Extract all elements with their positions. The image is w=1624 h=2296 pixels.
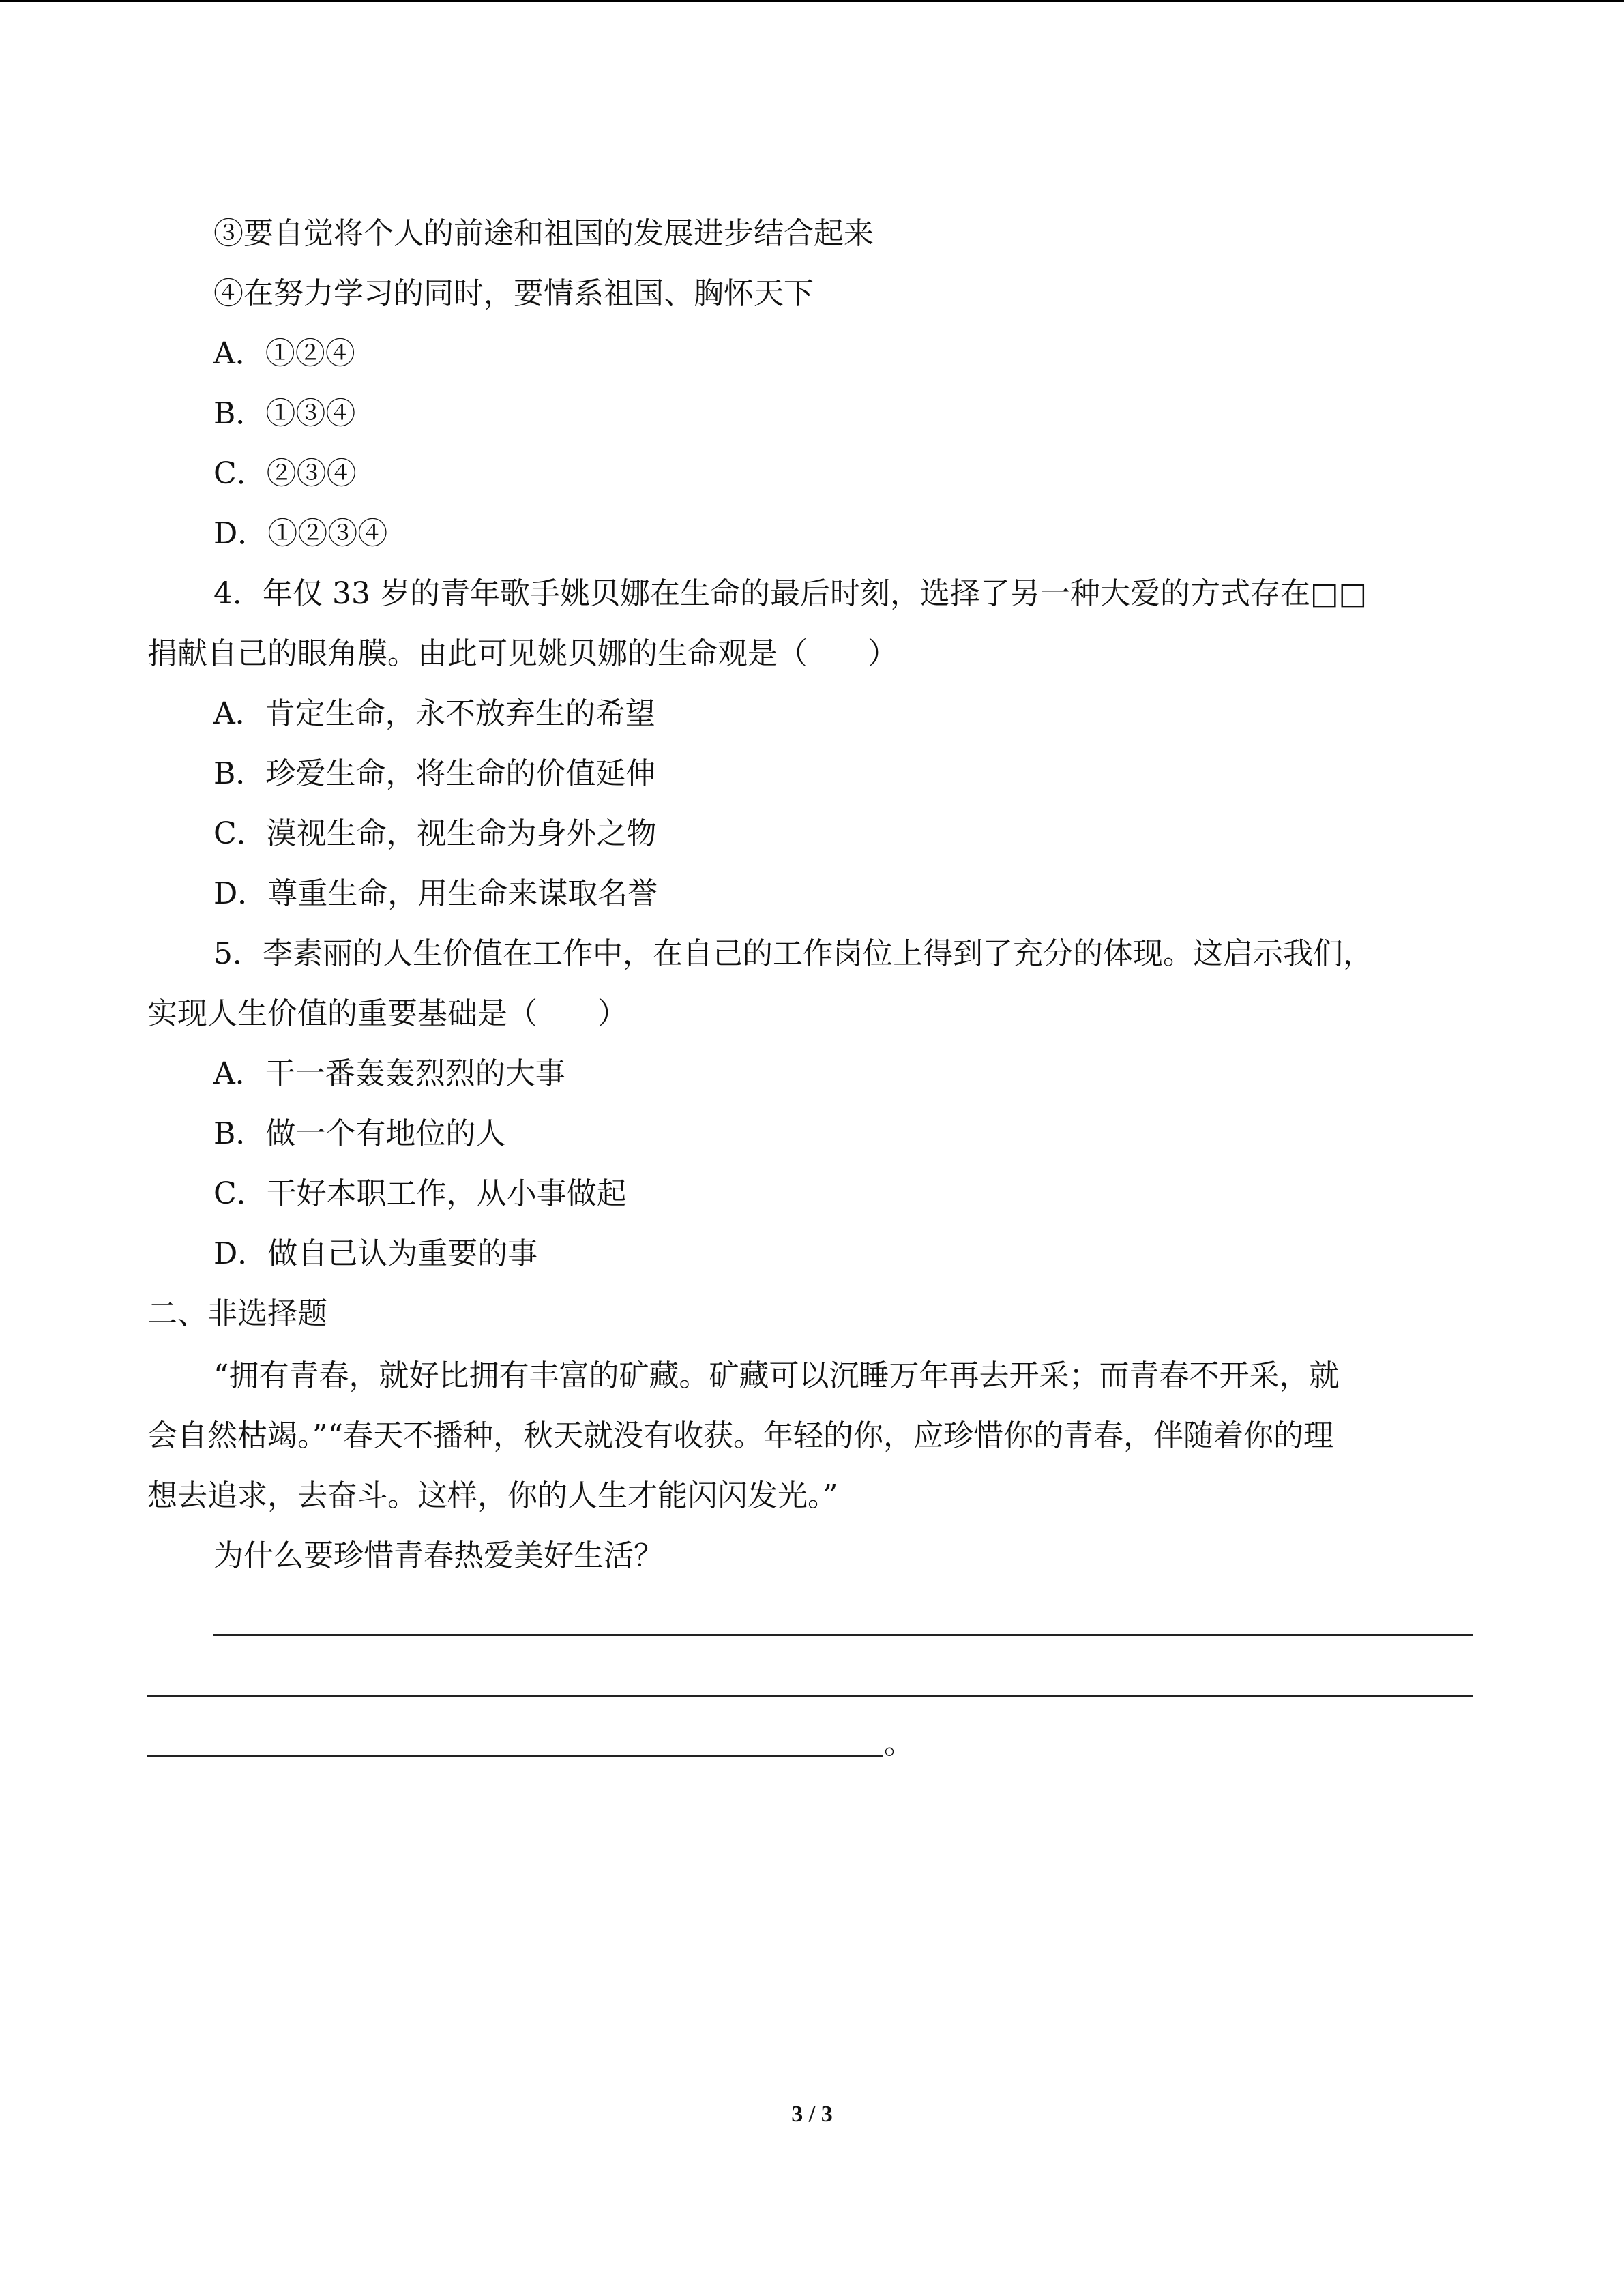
section-heading: 二、非选择题 — [147, 1296, 327, 1331]
statement-4: ④在努力学习的同时，要情系祖国、胸怀天下 — [213, 276, 814, 311]
q4-stem-line2: 捐献自己的眼角膜。由此可见姚贝娜的生命观是（ ） — [147, 636, 898, 671]
q5-option-b: B．做一个有地位的人 — [213, 1116, 506, 1151]
q5-option-c: C．干好本职工作，从小事做起 — [213, 1176, 627, 1211]
answer-line-2[interactable] — [147, 1695, 1473, 1697]
q4-stem-line1: 4．年仅 33 岁的青年歌手姚贝娜在生命的最后时刻，选择了另一种大爱的方式存在□□ — [213, 576, 1368, 611]
q3-option-d: D．①②③④ — [213, 516, 388, 551]
answer-end-mark: 。 — [884, 1726, 914, 1761]
passage-line-2: 会自然枯竭。”“春天不播种，秋天就没有收获。年轻的你，应珍惜你的青春，伴随着你的理 — [147, 1418, 1333, 1453]
q5-stem-line1: 5．李素丽的人生价值在工作中，在自己的工作岗位上得到了充分的体现。这启示我们， — [213, 936, 1373, 971]
passage-line-1: “拥有青春，就好比拥有丰富的矿藏。矿藏可以沉睡万年再去开采；而青春不开采，就 — [213, 1358, 1340, 1393]
answer-line-3[interactable] — [147, 1755, 883, 1757]
page-number: 3 / 3 — [791, 2102, 833, 2127]
answer-line-1[interactable] — [213, 1634, 1473, 1636]
q4-option-c: C．漠视生命，视生命为身外之物 — [213, 816, 657, 851]
q4-option-d: D．尊重生命，用生命来谋取名誉 — [213, 876, 658, 911]
q5-option-a: A．干一番轰轰烈烈的大事 — [213, 1056, 565, 1091]
q4-option-b: B．珍爱生命，将生命的价值延伸 — [213, 756, 656, 791]
q4-option-a: A．肯定生命，永不放弃生的希望 — [213, 696, 655, 731]
statement-3: ③要自觉将个人的前途和祖国的发展进步结合起来 — [213, 216, 874, 251]
q5-option-d: D．做自己认为重要的事 — [213, 1236, 538, 1271]
q5-stem-line2: 实现人生价值的重要基础是（ ） — [147, 996, 628, 1031]
page-top-border — [0, 0, 1624, 2]
q3-option-c: C．②③④ — [213, 456, 357, 491]
q3-option-b: B．①③④ — [213, 396, 356, 431]
passage-line-3: 想去追求，去奋斗。这样，你的人生才能闪闪发光。” — [147, 1478, 838, 1513]
essay-question: 为什么要珍惜青春热爱美好生活？ — [213, 1538, 664, 1573]
q3-option-a: A．①②④ — [213, 336, 355, 371]
